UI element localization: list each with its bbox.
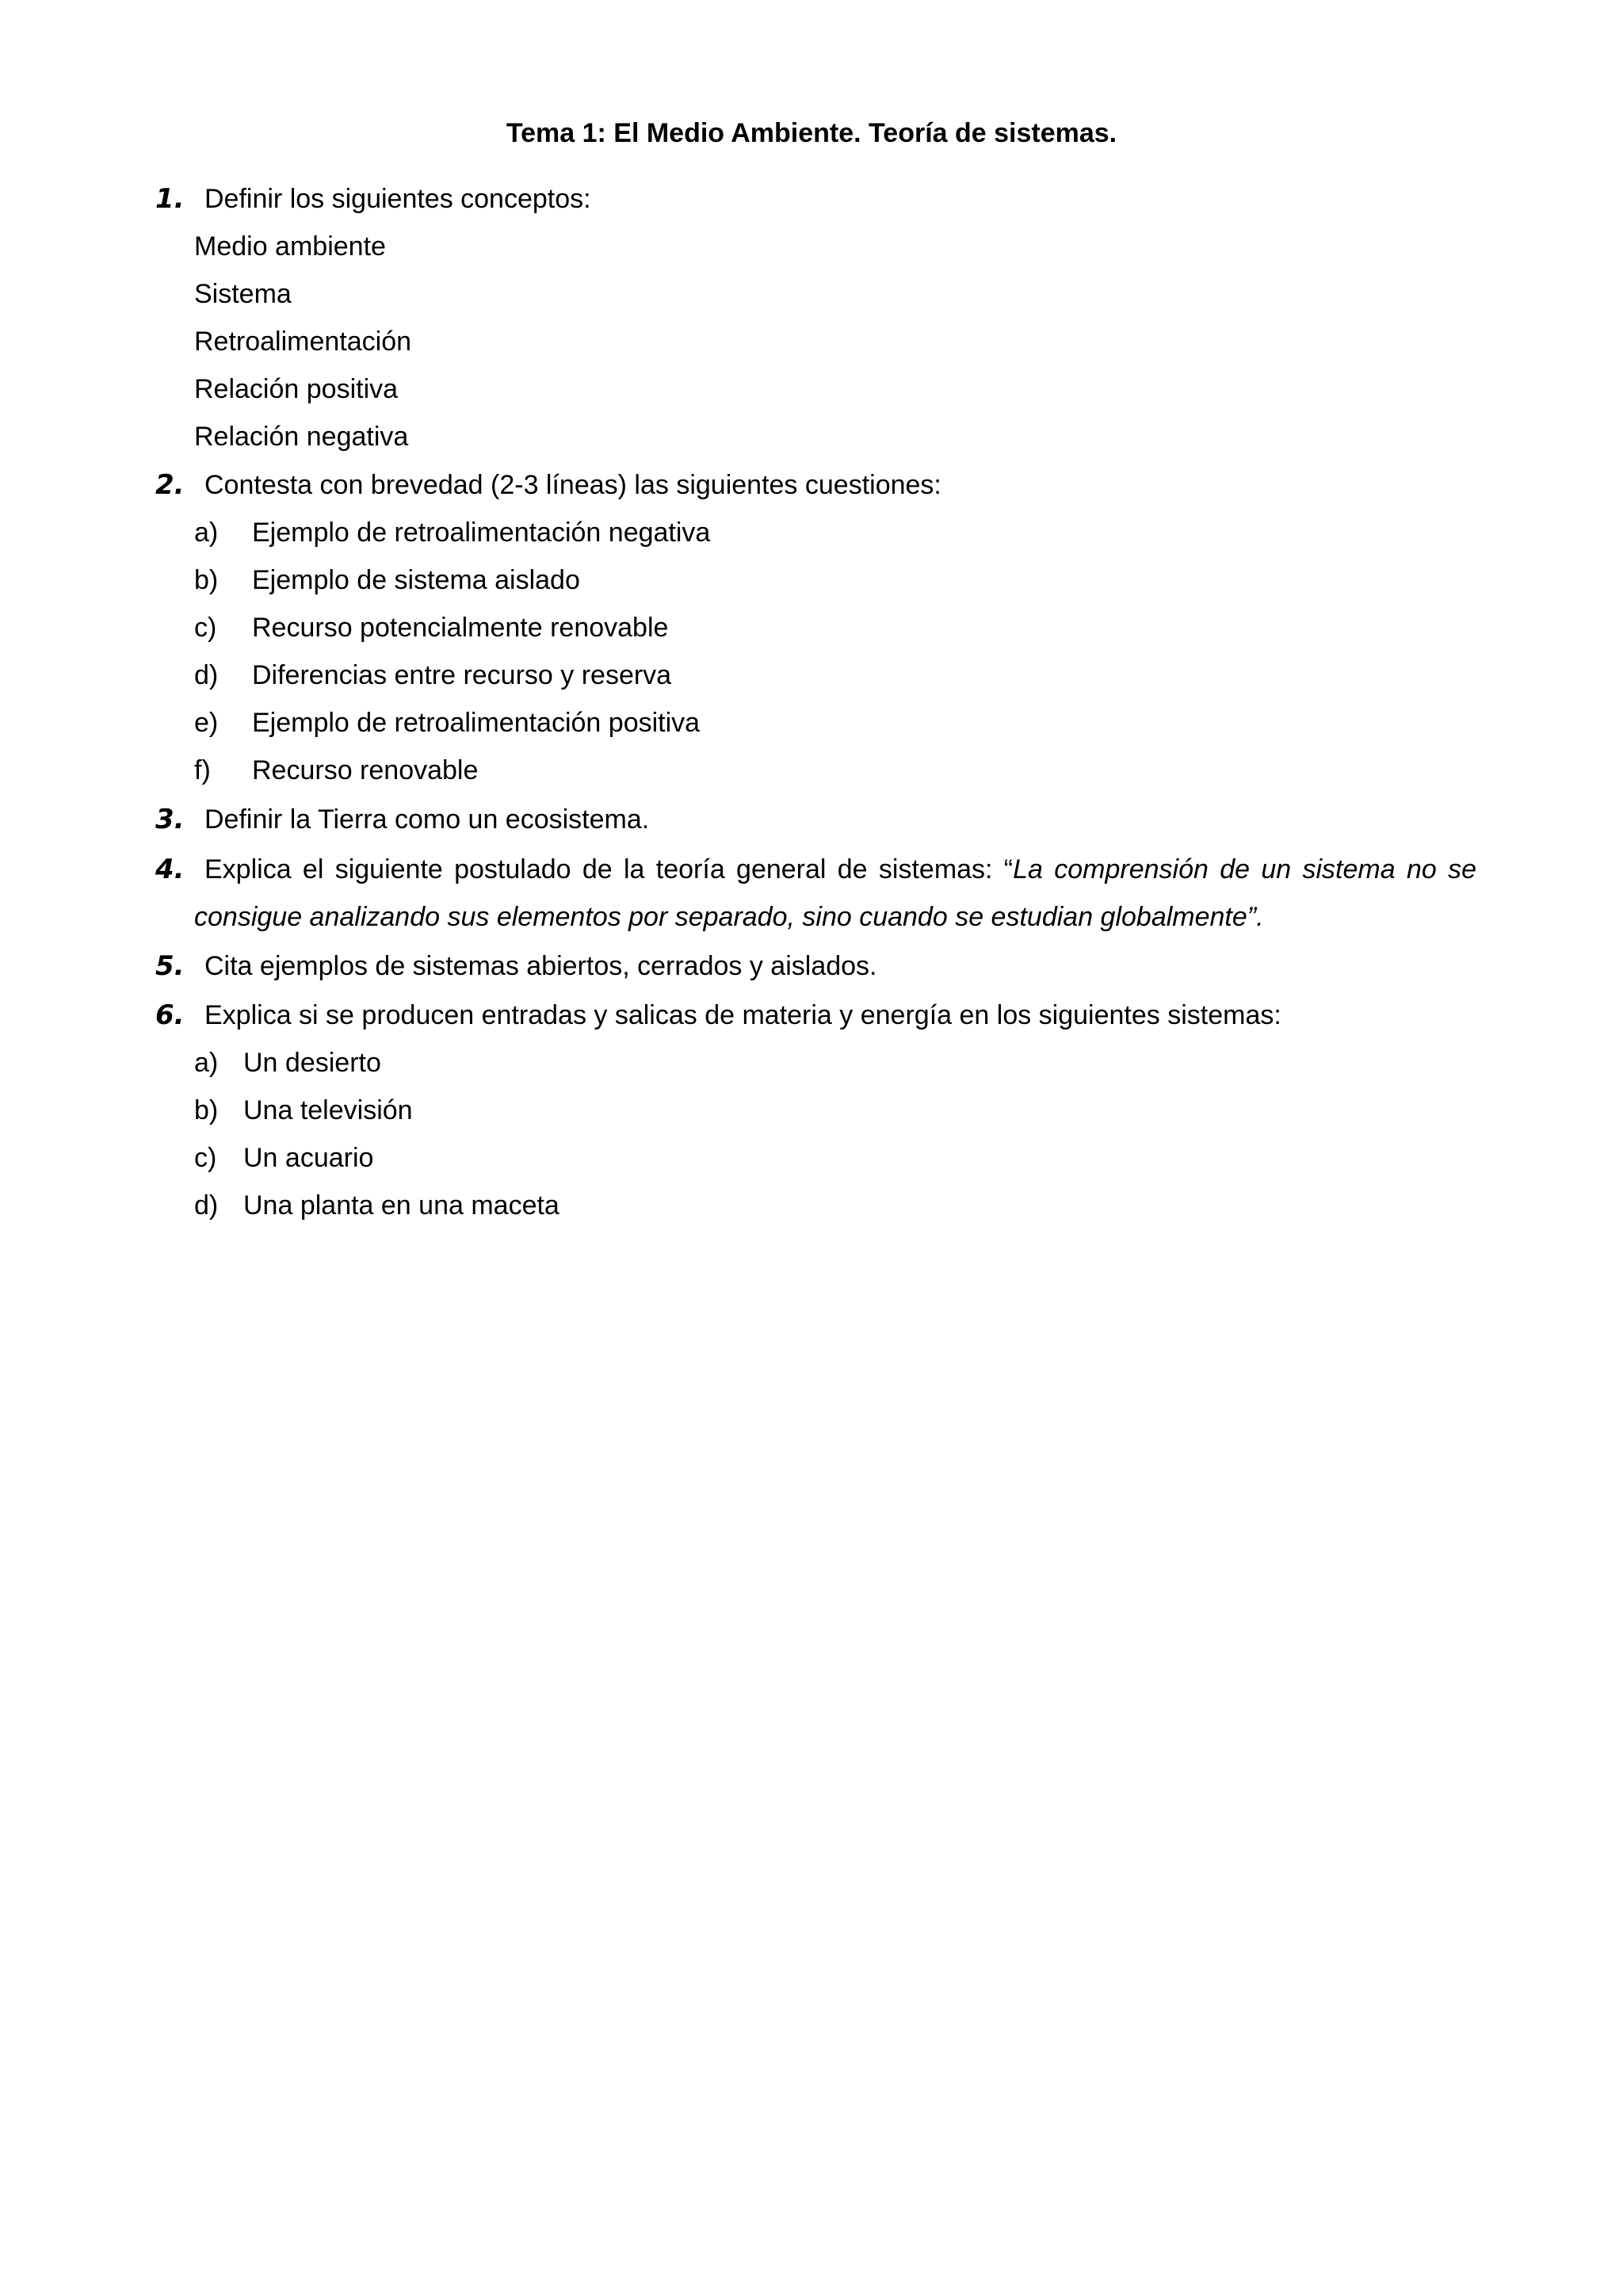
list-letter: f) — [194, 755, 211, 785]
list-item: Recurso potencialmente renovable — [252, 613, 669, 643]
question-number: 4. — [155, 854, 185, 885]
list-letter: b) — [194, 1095, 219, 1125]
list-item: Ejemplo de sistema aislado — [252, 565, 580, 595]
page-title: Tema 1: El Medio Ambiente. Teoría de sistemas. — [506, 118, 1117, 148]
list-letter: a) — [194, 1048, 219, 1078]
concept-item: Relación positiva — [194, 374, 399, 404]
list-item: Ejemplo de retroalimentación positiva — [252, 708, 701, 738]
question-number: 2. — [155, 469, 185, 501]
question-text: Cita ejemplos de sistemas abiertos, cerrados y aislados. — [204, 951, 877, 981]
list-item: Un acuario — [243, 1143, 374, 1173]
question-text: Explica el siguiente postulado de la teoría general de sistemas: “ — [204, 854, 1014, 884]
list-item: Una televisión — [243, 1095, 413, 1125]
list-letter: b) — [194, 565, 219, 595]
list-letter: e) — [194, 708, 219, 738]
concept-item: Relación negativa — [194, 422, 409, 452]
question-text: Definir los siguientes conceptos: — [204, 184, 591, 214]
list-item: Ejemplo de retroalimentación negativa — [252, 518, 711, 548]
question-number: 5. — [155, 950, 185, 982]
question-text: Definir la Tierra como un ecosistema. — [204, 804, 650, 835]
question-number: 1. — [155, 183, 185, 215]
concept-item: Retroalimentación — [194, 327, 412, 357]
concept-item: Sistema — [194, 279, 292, 309]
list-letter: d) — [194, 1190, 219, 1221]
list-letter: a) — [194, 518, 219, 548]
question-text-line — [204, 854, 1476, 885]
list-item: Un desierto — [243, 1048, 381, 1078]
list-letter: d) — [194, 660, 219, 690]
question-number: 6. — [155, 999, 185, 1031]
question-number: 3. — [155, 804, 185, 835]
list-item: Diferencias entre recurso y reserva — [252, 660, 672, 690]
question-text: Explica si se producen entradas y salicas de materia y energía en los siguientes sistemas: — [204, 1000, 1281, 1030]
list-item: Una planta en una maceta — [243, 1190, 559, 1221]
list-item: Recurso renovable — [252, 755, 479, 785]
quote-text-continued: consigue analizando sus elementos por separado, sino cuando se estudian globalmente”. — [194, 902, 1264, 932]
question-text: Contesta con brevedad (2-3 líneas) las siguientes cuestiones: — [204, 470, 941, 500]
concept-item: Medio ambiente — [194, 231, 386, 262]
list-letter: c) — [194, 613, 217, 643]
quote-text: La comprensión de un sistema no se — [1013, 854, 1476, 884]
list-letter: c) — [194, 1143, 217, 1173]
